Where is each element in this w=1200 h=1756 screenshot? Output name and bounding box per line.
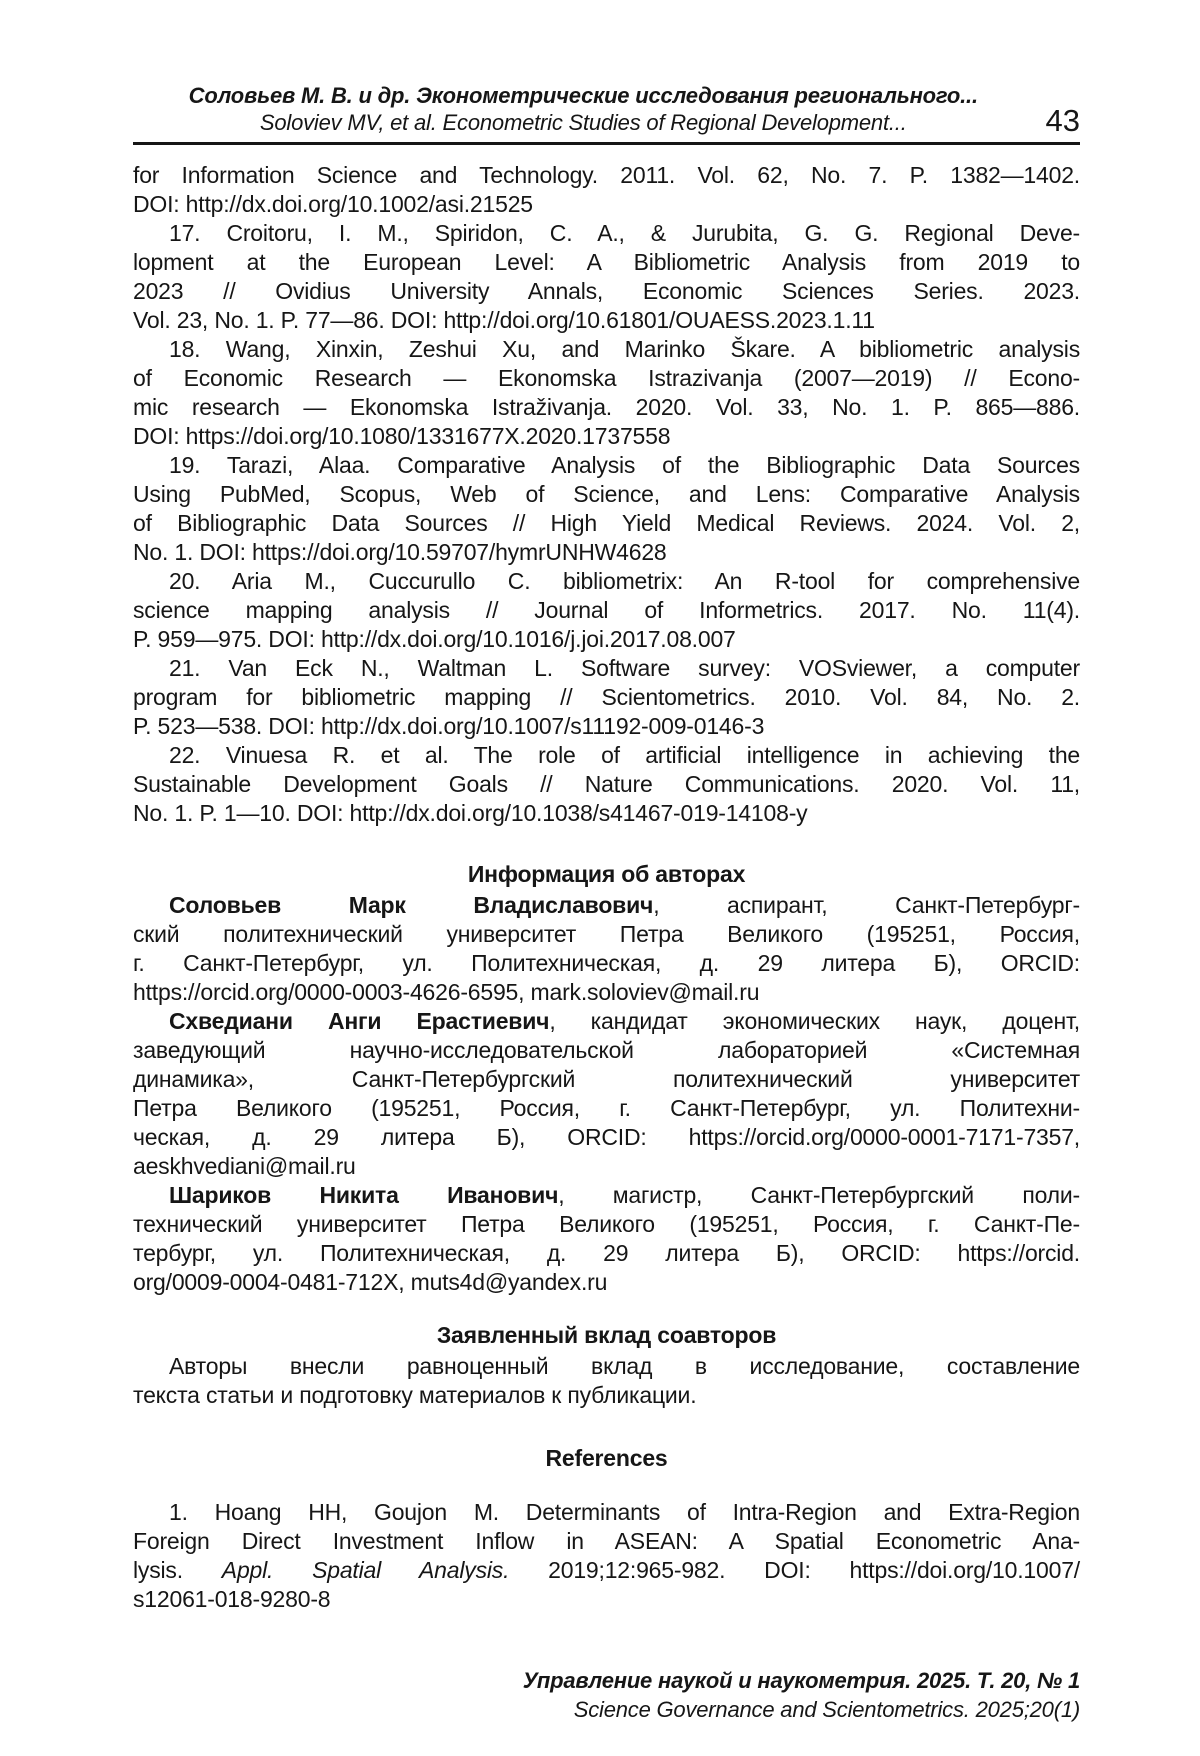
text-run: , магистр, Санкт-Петербургский поли- — [558, 1182, 1080, 1208]
paragraph — [133, 1498, 1080, 1614]
text-line — [133, 625, 1080, 654]
text-run: г. Санкт-Петербург, ул. Политехническая, д. 29 литера Б), ORCID: — [133, 950, 1080, 976]
text-run: 18. Wang, Xinxin, Zeshui Xu, and Marinko Škare. A bibliometric analysis — [169, 336, 1080, 362]
text-run: science mapping analysis // Journal of Informetrics. 2017. No. 11(4). — [133, 597, 1080, 623]
bibliography-ru-list — [133, 161, 1080, 828]
text-line — [133, 161, 1080, 190]
text-line — [133, 1181, 1080, 1210]
running-title-en: Soloviev MV, et al. Econometric Studies of Regional Development... — [259, 110, 907, 135]
text-run: DOI: http://dx.doi.org/10.1002/asi.21525 — [133, 191, 533, 217]
text-run: , кандидат экономических наук, доцент, — [549, 1008, 1080, 1034]
text-run: Петра Великого (195251, Россия, г. Санкт-Петербург, ул. Политехни- — [133, 1095, 1080, 1121]
text-line — [133, 190, 1080, 219]
text-run: Шариков Никита Иванович — [169, 1182, 559, 1208]
text-line — [133, 799, 1080, 828]
text-line — [133, 277, 1080, 306]
paragraph — [133, 335, 1080, 451]
text-line — [133, 1094, 1080, 1123]
text-run: Соловьев Марк Владиславович — [169, 892, 654, 918]
page-content — [133, 161, 1080, 1724]
text-run: 19. Tarazi, Alaa. Comparative Analysis of the Bibliographic Data Sources — [169, 452, 1080, 478]
text-run: 2019;12:965-982. DOI: https://doi.org/10.1007/ — [509, 1557, 1080, 1583]
text-line — [133, 364, 1080, 393]
text-line — [133, 683, 1080, 712]
page-footer — [133, 1666, 1080, 1724]
text-run: 1. Hoang HH, Goujon M. Determinants of Intra-Region and Extra-Region — [169, 1499, 1080, 1525]
text-run: of Economic Research — Ekonomska Istrazivanja (2007—2019) // Econo- — [133, 365, 1080, 391]
text-run: P. 959—975. DOI: http://dx.doi.org/10.1016/j.joi.2017.08.007 — [133, 626, 736, 652]
text-run: 2023 // Ovidius University Annals, Economic Sciences Series. 2023. — [133, 278, 1080, 304]
text-line — [133, 538, 1080, 567]
text-line — [133, 1007, 1080, 1036]
text-run: No. 1. DOI: https://doi.org/10.59707/hymrUNHW4628 — [133, 539, 667, 565]
text-line — [133, 422, 1080, 451]
text-line — [133, 1585, 1080, 1614]
text-line — [133, 393, 1080, 422]
text-line — [133, 1123, 1080, 1152]
text-run: тербург, ул. Политехническая, д. 29 литера Б), ORCID: https://orcid. — [133, 1240, 1080, 1266]
text-line — [133, 306, 1080, 335]
text-line — [133, 949, 1080, 978]
text-run: DOI: https://doi.org/10.1080/1331677X.2020.1737558 — [133, 423, 671, 449]
page-number: 43 — [1045, 103, 1080, 138]
text-line — [133, 712, 1080, 741]
paragraph — [133, 741, 1080, 828]
text-line — [133, 1352, 1080, 1381]
journal-line-ru: Управление наукой и наукометрия. 2025. Т. 20, № 1 — [522, 1668, 1080, 1693]
text-line — [133, 451, 1080, 480]
text-run: Using PubMed, Scopus, Web of Science, and Lens: Comparative Analysis — [133, 481, 1080, 507]
text-run: 22. Vinuesa R. et al. The role of artificial intelligence in achieving the — [169, 742, 1080, 768]
text-line — [133, 1498, 1080, 1527]
paragraph — [133, 161, 1080, 219]
journal-line-en: Science Governance and Scientometrics. 2025;20(1) — [573, 1697, 1080, 1722]
running-head — [133, 82, 1080, 136]
paragraph — [133, 891, 1080, 1007]
contribution-heading: Заявленный вклад соавторов — [436, 1322, 777, 1348]
text-run: mic research — Ekonomska Istraživanja. 2020. Vol. 33, No. 1. P. 865—886. — [133, 394, 1080, 420]
text-run: 21. Van Eck N., Waltman L. Software survey: VOSviewer, a computer — [169, 655, 1080, 681]
text-line — [133, 1036, 1080, 1065]
text-line — [133, 654, 1080, 683]
text-line — [133, 219, 1080, 248]
text-run: , аспирант, Санкт-Петербург- — [653, 892, 1080, 918]
text-run: 20. Aria M., Cuccurullo C. bibliometrix: An R-tool for comprehensive — [169, 568, 1080, 594]
text-line — [133, 248, 1080, 277]
contribution-text — [133, 1352, 1080, 1410]
text-run: Авторы внесли равноценный вклад в исследование, составление — [169, 1353, 1080, 1379]
text-line — [133, 1268, 1080, 1297]
text-run: for Information Science and Technology. 2011. Vol. 62, No. 7. P. 1382—1402. — [133, 162, 1080, 188]
text-line — [133, 509, 1080, 538]
text-run: ческая, д. 29 литера Б), ORCID: https://orcid.org/0000-0001-7171-7357, — [133, 1124, 1080, 1150]
text-run: заведующий научно-исследовательской лабораторией «Системная — [133, 1037, 1080, 1063]
text-line — [133, 480, 1080, 509]
paragraph — [133, 451, 1080, 567]
text-run: lysis. — [133, 1557, 222, 1583]
text-line — [133, 1381, 1080, 1410]
text-run: 17. Croitoru, I. M., Spiridon, C. A., & Jurubita, G. G. Regional Deve- — [169, 220, 1080, 246]
text-run: Foreign Direct Investment Inflow in ASEAN: A Spatial Econometric Ana- — [133, 1528, 1080, 1554]
paragraph — [133, 654, 1080, 741]
text-line — [133, 741, 1080, 770]
text-line — [133, 1239, 1080, 1268]
paragraph — [133, 219, 1080, 335]
text-run: No. 1. P. 1—10. DOI: http://dx.doi.org/10.1038/s41467-019-14108-y — [133, 800, 808, 826]
text-run: lopment at the European Level: A Bibliometric Analysis from 2019 to — [133, 249, 1080, 275]
text-line — [133, 335, 1080, 364]
text-run: динамика», Санкт-Петербургский политехнический университет — [133, 1066, 1080, 1092]
text-run: ский политехнический университет Петра Великого (195251, Россия, — [133, 921, 1080, 947]
text-run: s12061-018-9280-8 — [133, 1586, 331, 1612]
running-title-ru: Соловьев М. В. и др. Эконометрические исследования регионального... — [188, 83, 978, 108]
references-en-list — [133, 1498, 1080, 1614]
text-line — [133, 567, 1080, 596]
header-rule — [133, 142, 1080, 145]
text-run: program for bibliometric mapping // Scientometrics. 2010. Vol. 84, No. 2. — [133, 684, 1080, 710]
text-run: Vol. 23, No. 1. P. 77—86. DOI: http://doi.org/10.61801/OUAESS.2023.1.11 — [133, 307, 875, 333]
text-run: P. 523—538. DOI: http://dx.doi.org/10.1007/s11192-009-0146-3 — [133, 713, 765, 739]
references-heading: References — [545, 1445, 668, 1471]
paragraph — [133, 1352, 1080, 1410]
text-run: Appl. Spatial Analysis. — [221, 1557, 510, 1583]
text-run: https://orcid.org/0000-0003-4626-6595, mark.soloviev@mail.ru — [133, 979, 760, 1005]
authors-info-list — [133, 891, 1080, 1297]
text-run: Схведиани Анги Ерастиевич — [169, 1008, 550, 1034]
text-line — [133, 1065, 1080, 1094]
text-run: aeskhvediani@mail.ru — [133, 1153, 356, 1179]
paragraph — [133, 1181, 1080, 1297]
text-line — [133, 1210, 1080, 1239]
text-run: технический университет Петра Великого (195251, Россия, г. Санкт-Пе- — [133, 1211, 1080, 1237]
text-line — [133, 596, 1080, 625]
text-line — [133, 1556, 1080, 1585]
text-run: org/0009-0004-0481-712X, muts4d@yandex.ru — [133, 1269, 608, 1295]
running-head-titles — [133, 82, 1034, 136]
authors-info-heading: Информация об авторах — [467, 861, 746, 887]
paragraph — [133, 567, 1080, 654]
text-line — [133, 1527, 1080, 1556]
text-run: текста статьи и подготовку материалов к публикации. — [133, 1382, 697, 1408]
text-run: of Bibliographic Data Sources // High Yield Medical Reviews. 2024. Vol. 2, — [133, 510, 1080, 536]
text-line — [133, 1152, 1080, 1181]
text-run: Sustainable Development Goals // Nature Communications. 2020. Vol. 11, — [133, 771, 1080, 797]
paragraph — [133, 1007, 1080, 1181]
text-line — [133, 920, 1080, 949]
text-line — [133, 770, 1080, 799]
text-line — [133, 978, 1080, 1007]
text-line — [133, 891, 1080, 920]
